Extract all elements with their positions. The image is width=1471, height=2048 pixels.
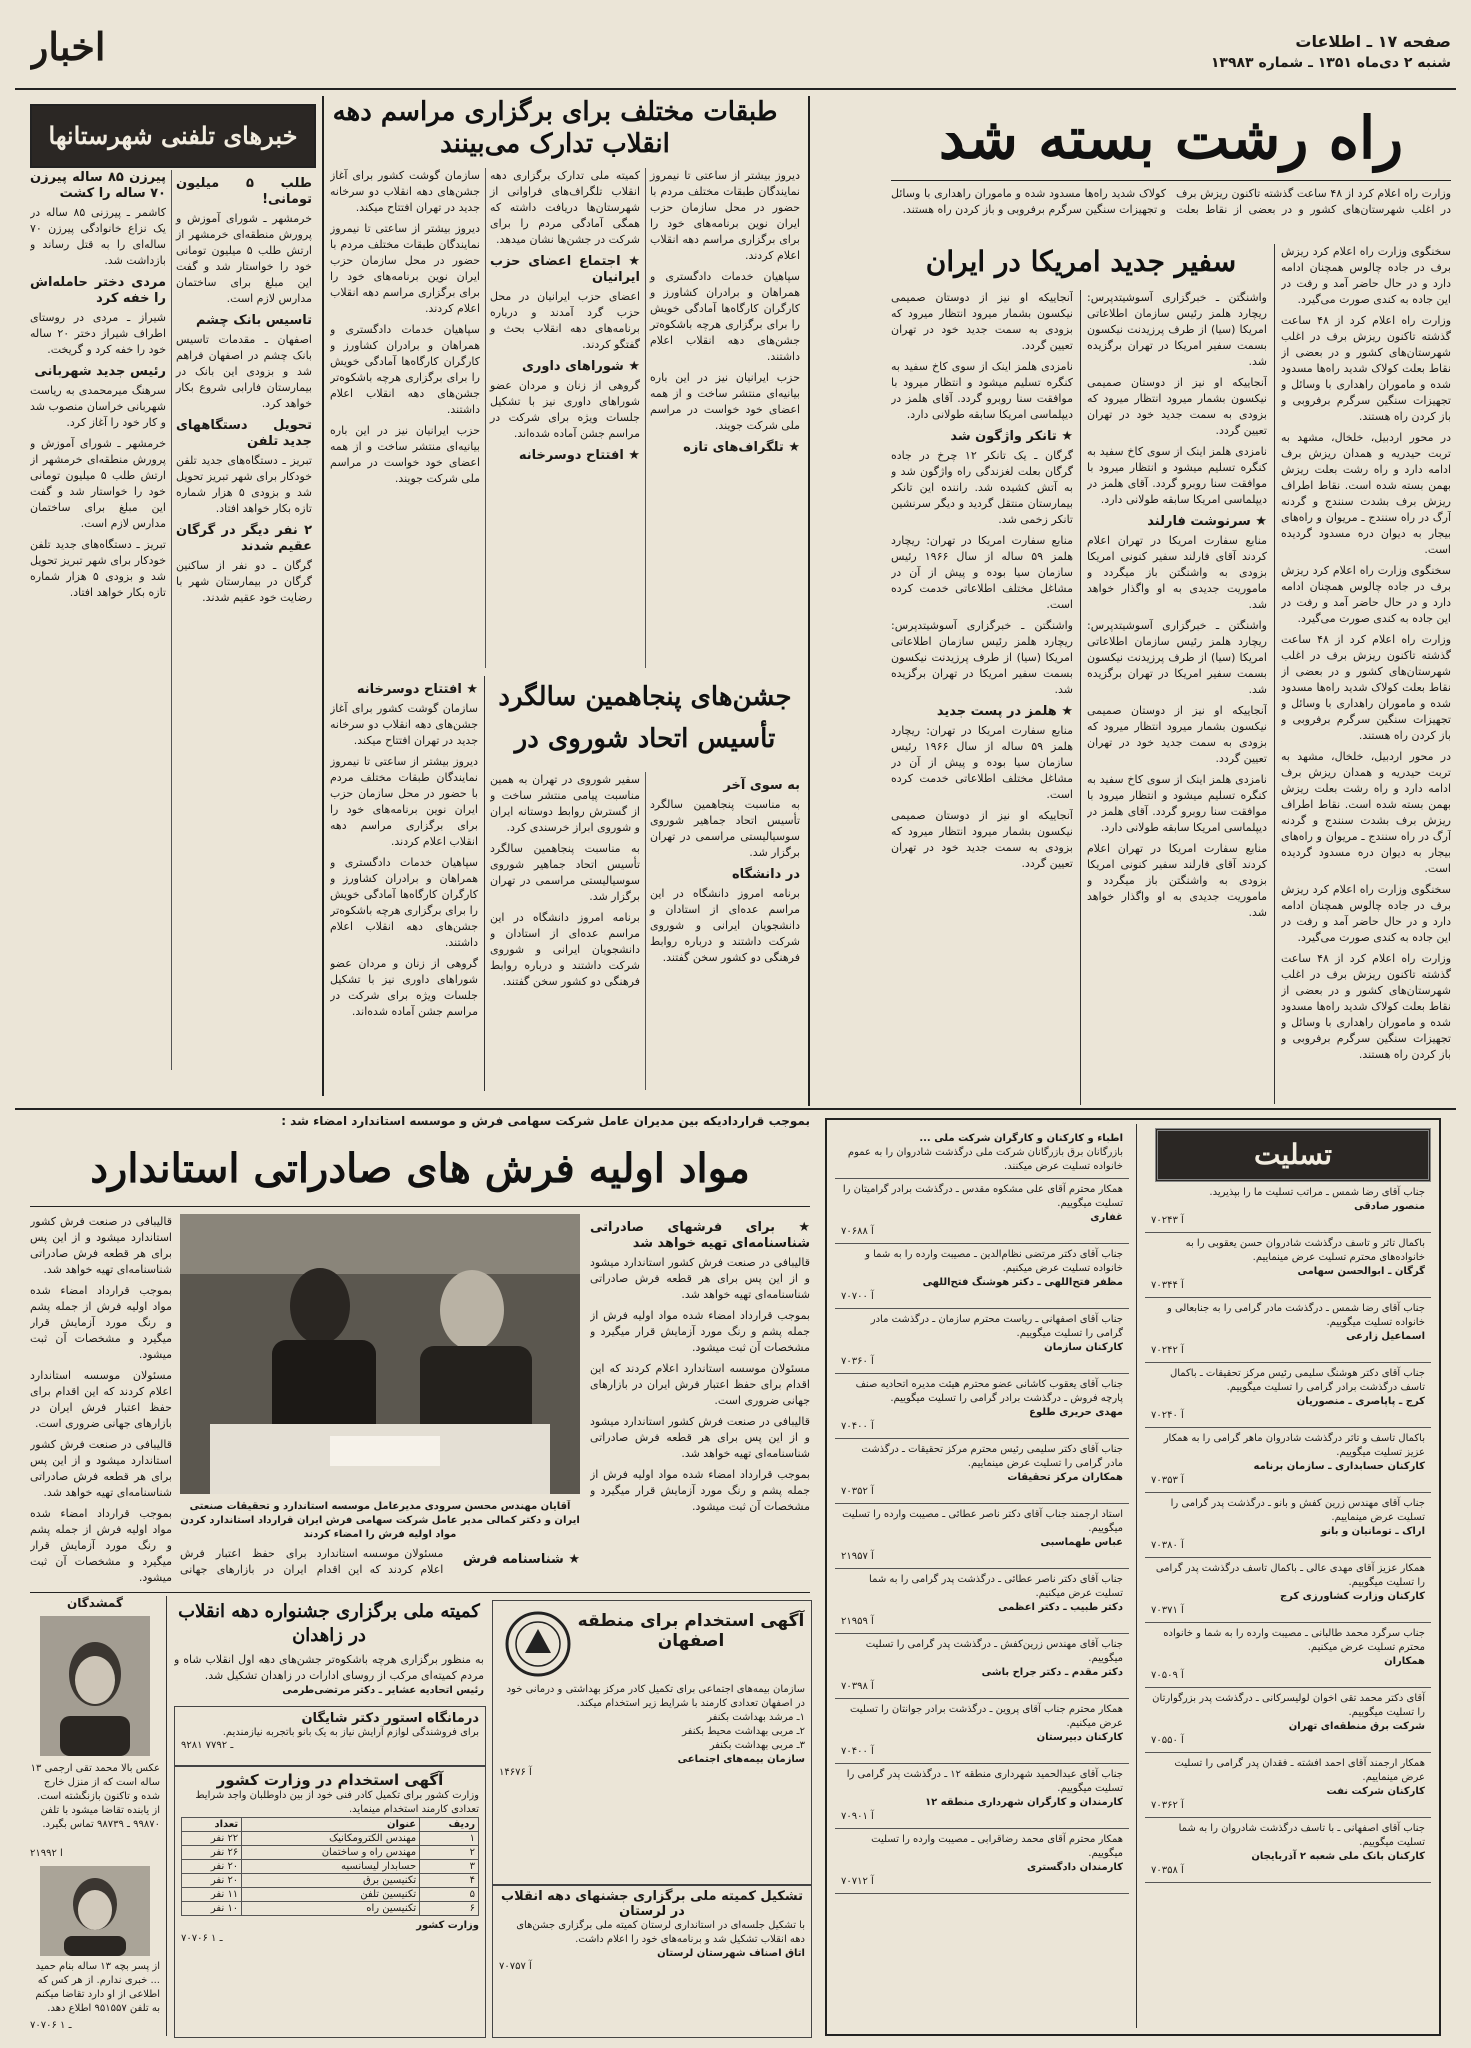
revolution-sub4: ★ افتتاح دوسرخانه xyxy=(518,448,640,463)
condolence-item: جناب آقای رضا شمس ـ درگذشت مادر گرامی را به جنابعالی و خانواده تسلیت میگوییم. اسماعیل زارعی ۷۰۲۴۲ آ xyxy=(1145,1298,1431,1363)
date-line: شنبه ۲ دی‌ماه ۱۳۵۱ ـ شماره ۱۳۹۸۳ xyxy=(1210,55,1451,71)
condolence-item: جناب آقای عبدالحمید شهرداری منطقه ۱۲ ـ درگذشت پدر گرامی را تسلیت میگوییم. کارمندان و کارگران شهرداری منطقه ۱۲ ۷۰۹۰۱ آ xyxy=(835,1764,1129,1829)
carpet-intro: بموجب قرارداد‌یکه بین مدیران عامل شرکت سهامی فرش و موسسه استاندارد امضاء شد : xyxy=(281,1114,810,1128)
phone-news-banner: خبرهای تلفنی شهرستانها xyxy=(30,104,316,168)
condolence-item: همکار ارجمند آقای احمد افشته ـ فقدان پدر گرامی را تسلیت عرض مینماییم. کارکنان شرکت نفت ۷۰۳۶۲ آ xyxy=(1145,1753,1431,1818)
carpet-sub1: ★ برای فرشهای صادراتی شناسنامه‌ای تهیه خواهد شد xyxy=(590,1220,810,1251)
condolence-item: جناب آقای دکتر سلیمی رئیس محترم مرکز تحقیقات ـ درگذشت مادر گرامی را تسلیت عرض مینماییم. همکاران مرکز تحقیقات ۷۰۳۵۲ آ xyxy=(835,1439,1129,1504)
phone-item-title: تحویل دستگاههای جدید تلفن xyxy=(176,418,312,449)
ambassador-headline: سفیر جدید امریکا در ایران xyxy=(925,245,1237,278)
condolence-item: جناب آقای اصفهانی ـ ریاست محترم سازمان ـ درگذشت مادر گرامی را تسلیت میگوییم. کارکنان سازمان ۷۰۳۶۰ آ xyxy=(835,1309,1129,1374)
masthead-info xyxy=(1051,32,1451,84)
phone-item-title: رئیس جدید شهربانی xyxy=(34,364,166,379)
carpet-sub2: ★ شناسنامه فرش xyxy=(462,1552,580,1567)
table-row: ۱ مهندس الکترومکانیک ۲۲ نفر xyxy=(182,1832,479,1846)
carpet-headline: مواد اولیه فرش های صادراتی استاندارد xyxy=(90,1145,750,1192)
ministry-ad: آگهی استخدام در وزارت کشور وزارت کشور برای تکمیل کادر فنی خود از بین داوطلبان واجد شرایط تعدادی کارمند استخدام مینماید. ردیف عنوان تعداد ۱ مهندس الکترومکانیک ۲۲ نفر ۲ مهندس راه و ساختمان ۲۶ نفر ۳ حسابدار لیسانسیه ۲۰ نفر ۴ تکنیسین برق ۲۰ نفر ۵ تکنیسین تلفن ۱۱ نفر ۶ تکنیسین راه ۱۰ نفر وزارت کشور ۷۰۷۰۶ ـ ۱ xyxy=(174,1766,486,2038)
soviet-body: به سوی آخر به مناسبت پنجاهمین سالگرد تأسیس اتحاد جماهیر شوروی سوسیالیستی مراسمی در تهران برگزار شد. در دانشگاه برنامه امروز دانشگاه در این مراسم عده‌ای از استادان و دانشجویان ایرانی و شوروی شرکت داشتند و درباره روابط فرهنگی دو کشور سخن گفتند. سفیر شوروی در تهران به همین مناسبت پیامی منتشر ساخت و از گسترش روابط دوستانه ایران و شوروی ابراز خرسندی کرد. به مناسبت پنجاهمین سالگرد تأسیس اتحاد جماهیر شوروی سوسیالیستی مراسمی در تهران برگزار شد. برنامه امروز دانشگاه در این مراسم عده‌ای از استادان و دانشجویان ایرانی و شوروی شرکت داشتند و درباره روابط فرهنگی دو کشور سخن گفتند. xyxy=(490,773,800,988)
lead-body: وزارت راه اعلام کرد از ۴۸ ساعت گذشته تاکنون ریزش برف در اغلب شهرستان‌های کشور و در بعضی از نقاط بعلت کولاک شدید راه‌ها مسدود شده و ماموران راهداری با وسائل و تجهیزات سنگین سرگرم برفروبی و باز کردن راه هستند. xyxy=(891,187,1451,216)
condolence-left-col xyxy=(835,1128,1129,2026)
condolence-item: جناب آقای اصفهانی ـ با تاسف درگذشت شادروان را به شما تسلیت میگوییم. کارکنان بانک ملی شعبه ۲ آذربایجان ۷۰۳۵۸ آ xyxy=(1145,1818,1431,1883)
portrait-illustration xyxy=(40,1616,150,1756)
condolence-item: آقای دکتر محمد تقی اخوان لولیسرکانی ـ درگذشت پدر بزرگوارتان را تسلیت میگوییم. شرکت برق منطقه‌ای تهران ۷۰۵۵۰ آ xyxy=(1145,1688,1431,1753)
phone-item-title: مردی دختر حامله‌اش را خفه کرد xyxy=(30,275,166,306)
condolence-item: جناب آقای مهندس زرین‌کفش ـ درگذشت پدر گرامی را تسلیت میگوییم. دکتر مقدم ـ دکتر جراح باشی ۷۰۳۹۸ آ xyxy=(835,1634,1129,1699)
condolence-item: استاد ارجمند جناب آقای دکتر ناصر عطائی ـ مصیبت وارده را تسلیت میگوییم. عباس طهماسبی ۲۱۹۵۷ آ xyxy=(835,1504,1129,1569)
condolence-item: جناب آقای دکتر هوشنگ سلیمی رئیس مرکز تحقیقات ـ باکمال تاسف درگذشت برادر گرامی را تسلیت میگوییم. کرج ـ پاپاصری ـ منصوریان ۷۰۲۴۰ آ xyxy=(1145,1363,1431,1428)
section-title: اخبار xyxy=(30,24,106,69)
portrait-illustration xyxy=(40,1866,150,1956)
newspaper-page: صفحه ۱۷ ـ اطلاعات شنبه ۲ دی‌ماه ۱۳۵۱ ـ شماره ۱۳۹۸۳ اخبار راه رشت بسته شد وزارت راه اعلام کرد از ۴۸ ساعت گذشته تاکنون ریزش برف در اغلب شهرستان‌های کشور و در بعضی از نقاط بعلت کولاک شدید راه‌ها مسدود شده و ماموران راهداری با وسائل و تجهیزات سنگین سرگرم برفروبی و باز کردن راه هستند. سفیر جدید امریکا در ایران سخنگوی وزارت راه اعلام کرد ریزش برف در جاده چالوس همچنان ادامه دارد و در حال حاضر آمد و رفت در این جاده به کندی صورت می‌گیرد. وزارت راه اعلام کرد از ۴۸ ساعت گذشته تاکنون ریزش برف در اغلب شهرستان‌های کشور و در بعضی از نقاط بعلت کولاک شدید راه‌ها مسدود شده و ماموران راهداری با وسائل و تجهیزات سنگین سرگرم برفروبی و باز کردن راه هستند. در محور اردبیل، خلخال، مشهد به تربت حیدریه و همدان ریزش برف ادامه دارد و راه رشت بعلت ریزش بهمن بسته شده است. نقاط اطراف ریزش برف بشدت سنندج و گردنه آرگ در راه سنندج ـ مریوان و راه‌های بیجار به دیوان دره مسدود گردیده است. سخنگوی وزارت راه اعلام کرد ریزش برف در جاده چالوس همچنان ادامه دارد و در حال حاضر آمد و رفت در این جاده به کندی صورت می‌گیرد. وزارت راه اعلام کرد از ۴۸ ساعت گذشته تاکنون ریزش برف در اغلب شهرستان‌های کشور و در بعضی از نقاط بعلت کولاک شدید راه‌ها مسدود شده و ماموران راهداری با وسائل و تجهیزات سنگین سرگرم برفروبی و باز کردن راه هستند. در محور اردبیل، خلخال، مشهد به تربت حیدریه و همدان ریزش برف ادامه دارد و راه رشت بعلت ریزش بهمن بسته شده است. نقاط اطراف ریزش برف بشدت سنندج و گردنه آرگ در راه سنندج ـ مریوان و راه‌های بیجار به دیوان دره مسدود گردیده است. سخنگوی وزارت راه اعلام کرد ریزش برف در جاده چالوس همچنان ادامه دارد و در حال حاضر آمد و رفت در این جاده به کندی صورت می‌گیرد. وزارت راه اعلام کرد از ۴۸ ساعت گذشته تاکنون ریزش برف در اغلب شهرستان‌های کشور و در بعضی از نقاط بعلت کولاک شدید راه‌ها مسدود شده و ماموران راهداری با وسائل و تجهیزات سنگین سرگرم برفروبی و باز کردن راه هستند. واشنگتن ـ خبرگزاری آسوشیتدپرس: ریچارد هلمز رئیس سازمان اطلاعاتی امریکا (سیا) از طرف پرزیدنت نیکسون بسمت سفیر امریکا در تهران برگزیده شد. آنجاییکه او نیز از دوستان صمیمی نیکسون بشمار میرود انتظار میرود که بزودی به سمت جدید خود در تهران تعیین گردد. نامزدی هلمز اینک از سوی کاخ سفید به کنگره تسلیم میشود و انتظار میرود با موافقت سنا روبرو گردد. آقای هلمز در دیپلماسی امریکا سابقه طولانی دارد. ★ سرنوشت فارلند منابع سفارت امریکا در تهران اعلام کردند آقای فارلند سفیر کنونی امریکا بزودی به واشنگتن باز میگردد و ماموریت جدیدی به او واگذار خواهد شد. واشنگتن ـ خبرگزاری آسوشیتدپرس: ریچارد هلمز رئیس سازمان اطلاعاتی امریکا (سیا) از طرف پرزیدنت نیکسون بسمت سفیر امریکا در تهران برگزیده شد. آنجاییکه او نیز از دوستان صمیمی نیکسون بشمار میرود انتظار میرود که بزودی به سمت جدید خود در تهران تعیین گردد. نامزدی هلمز اینک از سوی کاخ سفید به کنگره تسلیم میشود و انتظار میرود با موافقت سنا روبرو گردد. آقای هلمز در دیپلماسی امریکا سابقه طولانی دارد. منابع سفارت امریکا در تهران اعلام کردند آقای فارلند سفیر کنونی امریکا بزودی به واشنگتن باز میگردد و ماموریت جدیدی به او واگذار خواهد شد. آنجاییکه او نیز از دوستان صمیمی نیکسون بشمار میرود انتظار میرود که بزودی به سمت جدید خود در تهران تعیین گردد. نامزدی هلمز اینک از سوی کاخ سفید به کنگره تسلیم میشود و انتظار میرود با موافقت سنا روبرو گردد. آقای هلمز در دیپلماسی امریکا سابقه طولانی دارد. ★ تانکر واژگون شد گرگان ـ یک تانکر ۱۲ چرخ در جاده گرگان بعلت لغزندگی راه واژگون شد و به آتش کشیده شد. راننده این تانکر بیمارستان منتقل گردید و دیگر سرنشین تانکر زخمی شد. منابع سفارت امریکا در تهران: ریچارد هلمز ۵۹ ساله از سال ۱۹۶۶ رئیس سازمان سیا بوده و پیش از آن در مشاغل مختلف اطلاعاتی خدمت کرده است. واشنگتن ـ خبرگزاری آسوشیتدپرس: ریچارد هلمز رئیس سازمان اطلاعاتی امریکا (سیا) از طرف پرزیدنت نیکسون بسمت سفیر امریکا در تهران برگزیده شد. ★ هلمز در پست جدید منابع سفارت امریکا در تهران: ریچارد هلمز ۵۹ ساله از سال ۱۹۶۶ رئیس سازمان سیا بوده و پیش از آن در مشاغل مختلف اطلاعاتی خدمت کرده است. آنجاییکه او نیز از دوستان صمیمی نیکسون بشمار میرود انتظار میرود که بزودی به سمت جدید خود در تهران تعیین گردد. طبقات مختلف برای برگزاری مراسم دهه انقلاب تدارک می‌بینند دیروز بیشتر از ساعتی تا نیمروز نمایندگان طبقات مختلف مردم با حضور در محل سازمان حزب ایران نوین برنامه‌های خود را برای برگزاری مراسم دهه انقلاب اعلام کردند. سپاهیان خدمات دادگستری و همراهان و برادران کشاورز و کارگران کارگاه‌ها آمادگی خویش را برای برگزاری هرچه باشکوه‌تر جشن‌های دهه انقلاب اعلام داشتند. حزب ایرانیان نیز در این باره بیانیه‌ای منتشر ساخت و از همه اعضای خود خواست در مراسم ملی شرکت جویند. ★ تلگراف‌های تازه کمیته ملی تدارک برگزاری دهه انقلاب تلگراف‌های فراوانی از شهرستان‌ها دریافت داشته که همگی آمادگی مردم را برای شرکت در جشن‌ها نشان میدهد. ★ اجتماع اعضای حزب ایرانیان اعضای حزب ایرانیان در محل حزب گرد آمدند و درباره برنامه‌های دهه انقلاب بحث و گفتگو کردند. ★ شوراهای داوری گروهی از زنان و مردان عضو شوراهای داوری نیز با تشکیل جلسات ویژه برای شرکت در مراسم جشن آماده شده‌اند. ★ افتتاح دوسرخانه سازمان گوشت کشور برای آغاز جشن‌های دهه انقلاب دو سرخانه جدید در تهران افتتاح میکند. دیروز بیشتر از ساعتی تا نیمروز نمایندگان طبقات مختلف مردم با حضور در محل سازمان حزب ایران نوین برنامه‌های خود را برای برگزاری مراسم دهه انقلاب اعلام کردند. سپاهیان خدمات دادگستری و همراهان و برادران کشاورز و کارگران کارگاه‌ها آمادگی خویش را برای برگزاری هرچه باشکوه‌تر جشن‌های دهه انقلاب اعلام داشتند. حزب ایرانیان نیز در این باره بیانیه‌ای منتشر ساخت و از همه اعضای خود خواست در مراسم ملی شرکت جویند. جشن‌های پنجاهمین سالگرد تأسیس اتحاد شوروی در به سوی آخر به مناسبت پنجاهمین سالگرد تأسیس اتحاد جماهیر شوروی سوسیالیستی مراسمی در تهران برگزار شد. در دانشگاه برنامه امروز دانشگاه در این مراسم عده‌ای از استادان و دانشجویان ایرانی و شوروی شرکت داشتند و درباره روابط فرهنگی دو کشور سخن گفتند. سفیر شوروی در تهران به همین مناسبت پیامی منتشر ساخت و از گسترش روابط دوستانه ایران و شوروی ابراز خرسندی کرد. به مناسبت پنجاهمین سالگرد تأسیس اتحاد جماهیر شوروی سوسیالیستی مراسمی در تهران برگزار شد. برنامه امروز دانشگاه در این مراسم عده‌ای از استادان و دانشجویان ایرانی و شوروی شرکت داشتند و درباره روابط فرهنگی دو کشور سخن گفتند. ★ افتتاح دوسرخانه سازمان گوشت کشور برای آغاز جشن‌های دهه انقلاب دو سرخانه جدید در تهران افتتاح میکند. دیروز بیشتر از ساعتی تا نیمروز نمایندگان طبقات مختلف مردم با حضور در محل سازمان حزب ایران نوین برنامه‌های خود را برای برگزاری مراسم دهه انقلاب اعلام کردند. سپاهیان خدمات دادگستری و همراهان و برادران کشاورز و کارگران کارگاه‌ها آمادگی خویش را برای برگزاری هرچه باشکوه‌تر جشن‌های دهه انقلاب اعلام داشتند. گروهی از زنان و مردان عضو شوراهای داوری نیز با تشکیل جلسات ویژه برای شرکت در مراسم جشن آماده شده‌اند. خبرهای تلفنی شهرستانها طلب ۵ میلیون تومانی! خرمشهر ـ شورای آموزش و پرورش منطقه‌ای خرمشهر از ارتش طلب ۵ میلیون تومانی خود را خواستار شد و گفت این مبلغ برای ساختمان مدارس لازم است. تاسیس بانک چشم اصفهان ـ مقدمات تاسیس بانک چشم در اصفهان فراهم شد و بزودی این بانک در بیمارستان فارابی شروع بکار خواهد کرد. تحویل دستگاههای جدید تلفن تبریز ـ دستگاه‌های جدید تلفن خودکار برای شهر تبریز تحویل شد و بزودی ۵ هزار شماره تازه بکار خواهد افتاد. ۲ نفر دیگر در گرگان عقیم شدند گرگان ـ دو نفر از ساکنین گرگان در بیمارستان شهر با رضایت خود عقیم شدند. پیرزن ۸۵ ساله پیرزن ۷۰ ساله را کشت کاشمر ـ پیرزنی ۸۵ ساله در یک نزاع خانوادگی پیرزن ۷۰ ساله‌ای را به قتل رساند و بازداشت شد. مردی دختر حامله‌اش را خفه کرد شیراز ـ مردی در روستای اطراف شیراز دختر ۲۰ ساله خود را خفه کرد و گریخت. رئیس جدید شهربانی سرهنگ میرمحمدی به ریاست شهربانی خراسان منصوب شد و کار خود را آغاز کرد. خرمشهر ـ شورای آموزش و پرورش منطقه‌ای خرمشهر از ارتش طلب ۵ میلیون تومانی خود را خواستار شد و گفت این مبلغ برای ساختمان مدارس لازم است. تبریز ـ دستگاه‌های جدید تلفن خودکار برای شهر تبریز تحویل شد و بزودی ۵ هزار شماره تازه بکار خواهد افتاد. تسلیت جناب آقای رضا شمس ـ مراتب تسلیت ما را بپذیرید. منصور صادقی ۷۰۲۴۳ آ باکمال تاثر و تاسف درگذشت شادروان حسن یعقوبی را به خانواده‌های محترم تسلیت عرض مینماییم. گرگان ـ ابوالحسن سهامی ۷۰۳۴۴ آ جناب آقای رضا شمس ـ درگذشت مادر گرامی را به جنابعالی و خانواده تسلیت میگوییم. اسماعیل زارعی ۷۰۲۴۲ آ جناب آقای دکتر هوشنگ سلیمی رئیس مرکز تحقیقات ـ باکمال تاسف درگذشت برادر گرامی را تسلیت میگوییم. کرج ـ پاپاصری ـ منصوریان ۷۰۲۴۰ آ باکمال تاسف و تاثر درگذشت شادروان ماهر گرامی را به همکار عزیز تسلیت میگوییم. کارکنان حسابداری ـ سازمان برنامه ۷۰۳۵۳ آ جناب آقای مهندس زرین کفش و بانو ـ درگذشت پدر گرامی را تسلیت عرض مینماییم. اراک ـ تومانیان و بانو ۷۰۳۸۰ آ همکار عزیز آقای مهدی عالی ـ باکمال تاسف درگذشت پدر گرامی را تسلیت میگوییم. کارکنان وزارت کشاورزی کرج ۷۰۳۷۱ آ جناب سرگرد محمد طالبانی ـ مصیبت وارده را به شما و خانواده محترم تسلیت عرض میکنیم. همکاران ۷۰۵۰۹ آ آقای دکتر محمد تقی اخوان لولیسرکانی ـ درگذشت پدر بزرگوارتان را تسلیت میگوییم. شرکت برق منطقه‌ای تهران ۷۰۵۵۰ آ همکار ارجمند آقای احمد افشته ـ فقدان پدر گرامی را تسلیت عرض مینماییم. کارکنان شرکت نفت ۷۰۳۶۲ آ جناب آقای اصفهانی ـ با تاسف درگذشت شادروان را به شما تسلیت میگوییم. کارکنان بانک ملی شعبه ۲ آذربایجان ۷۰۳۵۸ آ اطباء و کارکنان و کارگران شرکت ملی ... بازرگانان برق بازرگانان شرکت ملی درگذشت شادروان را به عموم خانواده تسلیت عرض میکنند. همکار محترم آقای علی مشکوه مقدس ـ درگذشت برادر گرامیتان را تسلیت میگوییم. غفاری ۷۰۶۸۸ آ جناب آقای دکتر مرتضی نظام‌الدین ـ مصیبت وارده را به شما و خانواده تسلیت عرض میکنیم. مظفر فتح‌اللهی ـ دکتر هوشنگ فتح‌اللهی ۷۰۷۰۰ آ جناب آقای اصفهانی ـ ریاست محترم سازمان ـ درگذشت مادر گرامی را تسلیت میگوییم. کارکنان سازمان ۷۰۳۶۰ آ جناب آقای یعقوب کاشانی عضو محترم هیئت مدیره اتحادیه صنف پارچه فروش ـ درگذشت برادر گرامی را تسلیت میگوییم. مهدی حریری طلوع ۷۰۴۰۰ آ جناب آقای دکتر سلیمی رئیس محترم مرکز تحقیقات ـ درگذشت مادر گرامی را تسلیت عرض مینماییم. همکاران مرکز تحقیقات ۷۰۳۵۲ آ استاد ارجمند جناب آقای دکتر ناصر عطائی ـ مصیبت وارده را تسلیت میگوییم. عباس طهماسبی ۲۱۹۵۷ آ جناب آقای دکتر ناصر عطائی ـ درگذشت پدر گرامی را به شما تسلیت عرض میکنیم. دکتر طبیب ـ دکتر اعظمی ۲۱۹۵۹ آ جناب آقای مهندس زرین‌کفش ـ درگذشت پدر گرامی را تسلیت میگوییم. دکتر مقدم ـ دکتر جراح باشی ۷۰۳۹۸ آ همکار محترم جناب آقای پروین ـ درگذشت برادر جوانتان را تسلیت عرض میکنیم. کارکنان دبیرستان ۷۰۴۰۰ آ جناب آقای عبدالحمید شهرداری منطقه ۱۲ ـ درگذشت پدر گرامی را تسلیت میگوییم. کارمندان و کارگران شهرداری منطقه ۱۲ ۷۰۹۰۱ آ همکار محترم آقای محمد رضاقرابی ـ مصیبت وارده را تسلیت میگوییم. کارمندان دادگستری ۷۰۷۱۲ آ بموجب قرارداد‌یکه بین مدیران عامل شرکت سهامی فرش و موسسه استاندارد امضاء شد : مواد اولیه فرش های صادراتی استاندارد آقایان مهندس محسن سرودی مدیرعامل موسسه استاندارد و تحقیقات صنعتی ایران و دکتر کمالی مدیر عامل شرکت سهامی فرش ایران قرارداد استاندارد کردن مواد اولیه فرش را امضاء کردند قالیبافی در صنعت فرش کشور استاندارد میشود و از این پس برای هر قطعه فرش صادراتی شناسنامه‌ای تهیه خواهد شد. بموجب قرارداد امضاء شده مواد اولیه فرش از جمله پشم و رنگ مورد آزمایش قرار میگیرد و مشخصات آن ثبت میشود. مسئولان موسسه استاندارد اعلام کردند که این اقدام برای حفظ اعتبار فرش ایران در بازارهای جهانی ضروری است. قالیبافی در صنعت فرش کشور استاندارد میشود و از این پس برای هر قطعه فرش صادراتی شناسنامه‌ای تهیه خواهد شد. بموجب قرارداد امضاء شده مواد اولیه فرش از جمله پشم و رنگ مورد آزمایش قرار میگیرد و مشخصات آن ثبت میشود. ★ برای فرشهای صادراتی شناسنامه‌ای تهیه خواهد شد قالیبافی در صنعت فرش کشور استاندارد میشود و از این پس برای هر قطعه فرش صادراتی شناسنامه‌ای تهیه خواهد شد. بموجب قرارداد امضاء شده مواد اولیه فرش از جمله پشم و رنگ مورد آزمایش قرار میگیرد و مشخصات آن ثبت میشود. مسئولان موسسه استاندارد اعلام کردند که این اقدام برای حفظ اعتبار فرش ایران در بازارهای جهانی ضروری است. قالیبافی در صنعت فرش کشور استاندارد میشود و از این پس برای هر قطعه فرش صادراتی شناسنامه‌ای تهیه خواهد شد. بموجب قرارداد امضاء شده مواد اولیه فرش از جمله پشم و رنگ مورد آزمایش قرار میگیرد و مشخصات آن ثبت میشود. ★ شناسنامه فرش مسئولان موسسه استاندارد اعلام کردند که این اقدام برای حفظ اعتبار فرش ایران در بازارهای جهانی کمیته ملی برگزاری جشنواره دهه انقلاب در زاهدان به منظور برگزاری هرچه باشکوه‌تر جشن‌های دهه اول انقلاب شاه و مردم کمیته‌ای مرکب از روسای ادارات در زاهدان تشکیل شد. رئیس اتحادیه عشایر ـ دکتر مرتضی‌طرمی درمانگاه استور دکتر شایگان برای فروشندگی لوازم آرایش نیاز به یک بانو باتجربه نیازمندیم. ۹۲۸۱ ـ ۷۷۹۲ آگهی استخدام در وزارت کشور وزارت کشور برای تکمیل کادر فنی خود از بین داوطلبان واجد شرایط تعدادی کارمند استخدام مینماید. ردیف عنوان تعداد ۱ مهندس الکترومکانیک ۲۲ نفر ۲ مهندس راه و ساختمان ۲۶ نفر ۳ حسابدار لیسانسیه ۲۰ نفر ۴ تکنیسین برق ۲۰ نفر ۵ تکنیسین تلفن ۱۱ نفر ۶ تکنیسین راه ۱۰ نفر وزارت کشور ۷۰۷۰۶ ـ ۱ آگهی استخدام برای منطقه اصفهان سازمان بیمه‌های اجتماعی برای تکمیل کادر مرکز بهداشتی و درمانی خود در اصفهان تعدادی کارمند با شرایط زیر استخدام میکند. ۱ـ مرشد بهداشت بکنفر ۲ـ مربی بهداشت محیط بکنفر ۳ـ مربی بهداشت بکنفر سازمان بیمه‌های اجتماعی ۱۴۶۷۶ آ تشکیل کمیته ملی برگزاری جشنهای دهه انقلاب در لرستان با تشکیل جلسه‌ای در استانداری لرستان کمیته ملی برگزاری جشن‌های دهه انقلاب تشکیل شد و برنامه‌های خود را اعلام داشت. اتاق اصناف شهرستان لرستان ۷۰۷۵۷ آ گمشدگان عکس بالا محمد تقی ارجمی ۱۳ ساله است که از منزل خارج شده و تاکنون بازنگشته است. از یابنده تقاضا میشود با تلفن ۹۹۸۷۰ ـ ۹۸۷۳۹ تماس بگیرد. ۲۱۹۹۲ آ از پسر بچه ۱۳ ساله بنام حمید ... خبری ندارم. از هر کس که اطلاعی از او دارد تقاضا میکنم به تلفن ۹۵۱۵۵۷ اطلاع دهد. ۷۰۷۰۶ ـ ۱ xyxy=(0,0,1471,2048)
announcement: اطباء و کارکنان و کارگران شرکت ملی ... بازرگانان برق بازرگانان شرکت ملی درگذشت شادروان را به عموم خانواده تسلیت عرض میکنند. xyxy=(835,1128,1129,1179)
lead-body-continued: سخنگوی وزارت راه اعلام کرد ریزش برف در جاده چالوس همچنان ادامه دارد و در حال حاضر آمد و رفت در این جاده به کندی صورت می‌گیرد. وزارت راه اعلام کرد از ۴۸ ساعت گذشته تاکنون ریزش برف در اغلب شهرستان‌های کشور و در بعضی از نقاط بعلت کولاک شدید راه‌ها مسدود شده و ماموران راهداری با وسائل و تجهیزات سنگین سرگرم برفروبی و باز کردن راه هستند. در محور اردبیل، خلخال، مشهد به تربت حیدریه و همدان ریزش برف ادامه دارد و راه رشت بعلت ریزش بهمن بسته شده است. نقاط اطراف ریزش برف بشدت سنندج و گردنه آرگ در راه سنندج ـ مریوان و راه‌های بیجار به دیوان دره مسدود گردیده است. سخنگوی وزارت راه اعلام کرد ریزش برف در جاده چالوس همچنان ادامه دارد و در حال حاضر آمد و رفت در این جاده به کندی صورت می‌گیرد. وزارت راه اعلام کرد از ۴۸ ساعت گذشته تاکنون ریزش برف در اغلب شهرستان‌های کشور و در بعضی از نقاط بعلت کولاک شدید راه‌ها مسدود شده و ماموران راهداری با وسائل و تجهیزات سنگین سرگرم برفروبی و باز کردن راه هستند. در محور اردبیل، خلخال، مشهد به تربت حیدریه و همدان ریزش برف ادامه دارد و راه رشت بعلت ریزش بهمن بسته شده است. نقاط اطراف ریزش برف بشدت سنندج و گردنه آرگ در راه سنندج ـ مریوان و راه‌های بیجار به دیوان دره مسدود گردیده است. سخنگوی وزارت راه اعلام کرد ریزش برف در جاده چالوس همچنان ادامه دارد و در حال حاضر آمد و رفت در این جاده به کندی صورت می‌گیرد. وزارت راه اعلام کرد از ۴۸ ساعت گذشته تاکنون ریزش برف در اغلب شهرستان‌های کشور و در بعضی از نقاط بعلت کولاک شدید راه‌ها مسدود شده و ماموران راهداری با وسائل و تجهیزات سنگین سرگرم برفروبی و باز کردن راه هستند. xyxy=(1281,245,1451,1061)
missing-photo-2 xyxy=(40,1866,150,1956)
table-row: ۴ تکنیسین برق ۲۰ نفر xyxy=(182,1874,479,1888)
ambassador-sub1: ★ سرنوشت فارلند xyxy=(1147,514,1267,529)
condolence-item: باکمال تاثر و تاسف درگذشت شادروان حسن یعقوبی را به خانواده‌های محترم تسلیت عرض مینماییم. گرگان ـ ابوالحسن سهامی ۷۰۳۴۴ آ xyxy=(1145,1233,1431,1298)
condolence-item: همکار محترم آقای محمد رضاقرابی ـ مصیبت وارده را تسلیت میگوییم. کارمندان دادگستری ۷۰۷۱۲ آ xyxy=(835,1829,1129,1894)
table-row: ۲ مهندس راه و ساختمان ۲۶ نفر xyxy=(182,1846,479,1860)
revolution-sub2: ★ اجتماع اعضای حزب ایرانیان xyxy=(490,254,640,285)
isfahan-ad: آگهی استخدام برای منطقه اصفهان سازمان بیمه‌های اجتماعی برای تکمیل کادر مرکز بهداشتی و درمانی خود در اصفهان تعدادی کارمند با شرایط زیر استخدام میکند. ۱ـ مرشد بهداشت بکنفر ۲ـ مربی بهداشت محیط بکنفر ۳ـ مربی بهداشت بکنفر سازمان بیمه‌های اجتماعی ۱۴۶۷۶ آ xyxy=(492,1600,812,1886)
carpet-body-bottom: ★ شناسنامه فرش مسئولان موسسه استاندارد اعلام کردند که این اقدام برای حفظ اعتبار فرش ایران در بازارهای جهانی xyxy=(180,1547,580,1576)
revolution-headline: طبقات مختلف برای برگزاری مراسم دهه انقلاب تدارک می‌بینند xyxy=(332,97,778,159)
tanker-headline: ★ تانکر واژگون شد xyxy=(950,429,1073,444)
revolution-body-continued: ★ افتتاح دوسرخانه سازمان گوشت کشور برای آغاز جشن‌های دهه انقلاب دو سرخانه جدید در تهران افتتاح میکند. دیروز بیشتر از ساعتی تا نیمروز نمایندگان طبقات مختلف مردم با حضور در محل سازمان حزب ایران نوین برنامه‌های خود را برای برگزاری مراسم دهه انقلاب اعلام کردند. سپاهیان خدمات دادگستری و همراهان و برادران کشاورز و کارگران کارگاه‌ها آمادگی خویش را برای برگزاری هرچه باشکوه‌تر جشن‌های دهه انقلاب اعلام داشتند. گروهی از زنان و مردان عضو شوراهای داوری نیز با تشکیل جلسات ویژه برای شرکت در مراسم جشن آماده شده‌اند. xyxy=(330,682,478,1018)
table-row: ۳ حسابدار لیسانسیه ۲۰ نفر xyxy=(182,1860,479,1874)
insurance-emblem-icon xyxy=(503,1609,573,1679)
condolence-item: همکار محترم آقای علی مشکوه مقدس ـ درگذشت برادر گرامیتان را تسلیت میگوییم. غفاری ۷۰۶۸۸ آ xyxy=(835,1179,1129,1244)
phone-item-title: ۲ نفر دیگر در گرگان عقیم شدند xyxy=(176,523,312,554)
revolution-body: دیروز بیشتر از ساعتی تا نیمروز نمایندگان طبقات مختلف مردم با حضور در محل سازمان حزب ایران نوین برنامه‌های خود را برای برگزاری مراسم دهه انقلاب اعلام کردند. سپاهیان خدمات دادگستری و همراهان و برادران کشاورز و کارگران کارگاه‌ها آمادگی خویش را برای برگزاری هرچه باشکوه‌تر جشن‌های دهه انقلاب اعلام داشتند. حزب ایرانیان نیز در این باره بیانیه‌ای منتشر ساخت و از همه اعضای خود خواست در مراسم ملی شرکت جویند. ★ تلگراف‌های تازه کمیته ملی تدارک برگزاری دهه انقلاب تلگراف‌های فراوانی از شهرستان‌ها دریافت داشته که همگی آمادگی مردم را برای شرکت در جشن‌ها نشان میدهد. ★ اجتماع اعضای حزب ایرانیان اعضای حزب ایرانیان در محل حزب گرد آمدند و درباره برنامه‌های دهه انقلاب بحث و گفتگو کردند. ★ شوراهای داوری گروهی از زنان و مردان عضو شوراهای داوری نیز با تشکیل جلسات ویژه برای شرکت در مراسم جشن آماده شده‌اند. ★ افتتاح دوسرخانه سازمان گوشت کشور برای آغاز جشن‌های دهه انقلاب دو سرخانه جدید در تهران افتتاح میکند. دیروز بیشتر از ساعتی تا نیمروز نمایندگان طبقات مختلف مردم با حضور در محل سازمان حزب ایران نوین برنامه‌های خود را برای برگزاری مراسم دهه انقلاب اعلام کردند. سپاهیان خدمات دادگستری و همراهان و برادران کشاورز و کارگران کارگاه‌ها آمادگی خویش را برای برگزاری هرچه باشکوه‌تر جشن‌های دهه انقلاب اعلام داشتند. حزب ایرانیان نیز در این باره بیانیه‌ای منتشر ساخت و از همه اعضای خود خواست در مراسم ملی شرکت جویند. xyxy=(330,169,800,485)
missing-photo-1 xyxy=(40,1616,150,1756)
condolence-item: جناب آقای رضا شمس ـ مراتب تسلیت ما را بپذیرید. منصور صادقی ۷۰۲۴۳ آ xyxy=(1145,1182,1431,1233)
ambassador-sub2: ★ هلمز در پست جدید xyxy=(936,704,1073,719)
condolence-item: جناب سرگرد محمد طالبانی ـ مصیبت وارده را به شما و خانواده محترم تسلیت عرض میکنیم. همکاران ۷۰۵۰۹ آ xyxy=(1145,1623,1431,1688)
phone-news-body: طلب ۵ میلیون تومانی! خرمشهر ـ شورای آموزش و پرورش منطقه‌ای خرمشهر از ارتش طلب ۵ میلیون تومانی خود را خواستار شد و گفت این مبلغ برای ساختمان مدارس لازم است. تاسیس بانک چشم اصفهان ـ مقدمات تاسیس بانک چشم در اصفهان فراهم شد و بزودی این بانک در بیمارستان فارابی شروع بکار خواهد کرد. تحویل دستگاههای جدید تلفن تبریز ـ دستگاه‌های جدید تلفن خودکار برای شهر تبریز تحویل شد و بزودی ۵ هزار شماره تازه بکار خواهد افتاد. ۲ نفر دیگر در گرگان عقیم شدند گرگان ـ دو نفر از ساکنین گرگان در بیمارستان شهر با رضایت خود عقیم شدند. پیرزن ۸۵ ساله پیرزن ۷۰ ساله را کشت کاشمر ـ پیرزنی ۸۵ ساله در یک نزاع خانوادگی پیرزن ۷۰ ساله‌ای را به قتل رساند و بازداشت شد. مردی دختر حامله‌اش را خفه کرد شیراز ـ مردی در روستای اطراف شیراز دختر ۲۰ ساله خود را خفه کرد و گریخت. رئیس جدید شهربانی سرهنگ میرمحمدی به ریاست شهربانی خراسان منصوب شد و کار خود را آغاز کرد. خرمشهر ـ شورای آموزش و پرورش منطقه‌ای خرمشهر از ارتش طلب ۵ میلیون تومانی خود را خواستار شد و گفت این مبلغ برای ساختمان مدارس لازم است. تبریز ـ دستگاه‌های جدید تلفن خودکار برای شهر تبریز تحویل شد و بزودی ۵ هزار شماره تازه بکار خواهد افتاد. xyxy=(30,170,312,604)
condolence-item: باکمال تاسف و تاثر درگذشت شادروان ماهر گرامی را به همکار عزیز تسلیت میگوییم. کارکنان حسابداری ـ سازمان برنامه ۷۰۳۵۳ آ xyxy=(1145,1428,1431,1493)
masthead-rule xyxy=(15,88,1456,90)
condolence-title-box: تسلیت xyxy=(1155,1128,1431,1182)
phone-item-title: طلب ۵ میلیون تومانی! xyxy=(176,176,312,207)
revolution-sub3: ★ شوراهای داوری xyxy=(522,359,640,374)
table-row: ۵ تکنیسین تلفن ۱۱ نفر xyxy=(182,1888,479,1902)
ambassador-body-2: آنجاییکه او نیز از دوستان صمیمی نیکسون بشمار میرود انتظار میرود که بزودی به سمت جدید خود در تهران تعیین گردد. نامزدی هلمز اینک از سوی کاخ سفید به کنگره تسلیم میشود و انتظار میرود با موافقت سنا روبرو گردد. آقای هلمز در دیپلماسی امریکا سابقه طولانی دارد. ★ تانکر واژگون شد گرگان ـ یک تانکر ۱۲ چرخ در جاده گرگان بعلت لغزندگی راه واژگون شد و به آتش کشیده شد. راننده این تانکر بیمارستان منتقل گردید و دیگر سرنشین تانکر زخمی شد. منابع سفارت امریکا در تهران: ریچارد هلمز ۵۹ ساله از سال ۱۹۶۶ رئیس سازمان سیا بوده و پیش از آن در مشاغل مختلف اطلاعاتی خدمت کرده است. واشنگتن ـ خبرگزاری آسوشیتدپرس: ریچارد هلمز رئیس سازمان اطلاعاتی امریکا (سیا) از طرف پرزیدنت نیکسون بسمت سفیر امریکا در تهران برگزیده شد. ★ هلمز در پست جدید منابع سفارت امریکا در تهران: ریچارد هلمز ۵۹ ساله از سال ۱۹۶۶ رئیس سازمان سیا بوده و پیش از آن در مشاغل مختلف اطلاعاتی خدمت کرده است. آنجاییکه او نیز از دوستان صمیمی نیکسون بشمار میرود انتظار میرود که بزودی به سمت جدید خود در تهران تعیین گردد. xyxy=(891,291,1073,870)
zahedan-box: کمیته ملی برگزاری جشنواره دهه انقلاب در زاهدان به منظور برگزاری هرچه باشکوه‌تر جشن‌های دهه اول انقلاب شاه و مردم کمیته‌ای مرکب از روسای ادارات در زاهدان تشکیل شد. رئیس اتحادیه عشایر ـ دکتر مرتضی‌طرمی xyxy=(174,1601,484,1696)
phone-item-title: پیرزن ۸۵ ساله پیرزن ۷۰ ساله را کشت xyxy=(30,170,166,201)
missing-title: گمشدگان xyxy=(67,1596,123,1610)
carpet-photo-caption: آقایان مهندس محسن سرودی مدیرعامل موسسه استاندارد و تحقیقات صنعتی ایران و دکتر کمالی مدیر عامل شرکت سهامی فرش ایران قرارداد استاندارد کردن مواد اولیه فرش را امضاء کردند xyxy=(180,1501,580,1540)
condolence-right-col xyxy=(1145,1182,1431,2026)
lorestan-ad: تشکیل کمیته ملی برگزاری جشنهای دهه انقلاب در لرستان با تشکیل جلسه‌ای در استانداری لرستان کمیته ملی برگزاری جشن‌های دهه انقلاب تشکیل شد و برنامه‌های خود را اعلام داشت. اتاق اصناف شهرستان لرستان ۷۰۷۵۷ آ xyxy=(492,1884,812,2038)
condolence-item: جناب آقای یعقوب کاشانی عضو محترم هیئت مدیره اتحادیه صنف پارچه فروش ـ درگذشت برادر گرامی را تسلیت میگوییم. مهدی حریری طلوع ۷۰۴۰۰ آ xyxy=(835,1374,1129,1439)
lead-headline: راه رشت بسته شد xyxy=(938,104,1404,172)
clinic-ad: درمانگاه استور دکتر شایگان برای فروشندگی لوازم آرایش نیاز به یک بانو باتجربه نیازمندیم. ۹۲۸۱ ـ ۷۷۹۲ xyxy=(174,1706,486,1766)
page-label: صفحه ۱۷ ـ اطلاعات xyxy=(1295,32,1451,51)
photo-illustration xyxy=(180,1214,580,1494)
table-row: ۶ تکنیسین راه ۱۰ نفر xyxy=(182,1902,479,1916)
condolence-item: همکار عزیز آقای مهدی عالی ـ باکمال تاسف درگذشت پدر گرامی را تسلیت میگوییم. کارکنان وزارت کشاورزی کرج ۷۰۳۷۱ آ xyxy=(1145,1558,1431,1623)
ambassador-body-1: واشنگتن ـ خبرگزاری آسوشیتدپرس: ریچارد هلمز رئیس سازمان اطلاعاتی امریکا (سیا) از طرف پرزیدنت نیکسون بسمت سفیر امریکا در تهران برگزیده شد. آنجاییکه او نیز از دوستان صمیمی نیکسون بشمار میرود انتظار میرود که بزودی به سمت جدید خود در تهران تعیین گردد. نامزدی هلمز اینک از سوی کاخ سفید به کنگره تسلیم میشود و انتظار میرود با موافقت سنا روبرو گردد. آقای هلمز در دیپلماسی امریکا سابقه طولانی دارد. ★ سرنوشت فارلند منابع سفارت امریکا در تهران اعلام کردند آقای فارلند سفیر کنونی امریکا بزودی به واشنگتن باز میگردد و ماموریت جدیدی به او واگذار خواهد شد. واشنگتن ـ خبرگزاری آسوشیتدپرس: ریچارد هلمز رئیس سازمان اطلاعاتی امریکا (سیا) از طرف پرزیدنت نیکسون بسمت سفیر امریکا در تهران برگزیده شد. آنجاییکه او نیز از دوستان صمیمی نیکسون بشمار میرود انتظار میرود که بزودی به سمت جدید خود در تهران تعیین گردد. نامزدی هلمز اینک از سوی کاخ سفید به کنگره تسلیم میشود و انتظار میرود با موافقت سنا روبرو گردد. آقای هلمز در دیپلماسی امریکا سابقه طولانی دارد. منابع سفارت امریکا در تهران اعلام کردند آقای فارلند سفیر کنونی امریکا بزودی به واشنگتن باز میگردد و ماموریت جدیدی به او واگذار خواهد شد. xyxy=(1087,291,1267,919)
phone-item-title: تاسیس بانک چشم xyxy=(195,313,312,328)
carpet-body-left: قالیبافی در صنعت فرش کشور استاندارد میشود و از این پس برای هر قطعه فرش صادراتی شناسنامه‌ای تهیه خواهد شد. بموجب قرارداد امضاء شده مواد اولیه فرش از جمله پشم و رنگ مورد آزمایش قرار میگیرد و مشخصات آن ثبت میشود. مسئولان موسسه استاندارد اعلام کردند که این اقدام برای حفظ اعتبار فرش ایران در بازارهای جهانی ضروری است. قالیبافی در صنعت فرش کشور استاندارد میشود و از این پس برای هر قطعه فرش صادراتی شناسنامه‌ای تهیه خواهد شد. بموجب قرارداد امضاء شده مواد اولیه فرش از جمله پشم و رنگ مورد آزمایش قرار میگیرد و مشخصات آن ثبت میشود. xyxy=(30,1215,172,1584)
condolence-item: همکار محترم جناب آقای پروین ـ درگذشت برادر جوانتان را تسلیت عرض میکنیم. کارکنان دبیرستان ۷۰۴۰۰ آ xyxy=(835,1699,1129,1764)
revolution-sub1: ★ تلگراف‌های تازه xyxy=(683,440,800,455)
missing-caption-1: عکس بالا محمد تقی ارجمی ۱۳ ساله است که از منزل خارج شده و تاکنون بازنگشته است. از یابنده تقاضا میشود با تلفن ۹۹۸۷۰ ـ ۹۸۷۳۹ تماس بگیرد. xyxy=(30,1763,160,1830)
missing-caption-2: از پسر بچه ۱۳ ساله بنام حمید ... خبری ندارم. از هر کس که اطلاعی از او دارد تقاضا میکنم به تلفن ۹۵۱۵۵۷ اطلاع دهد. xyxy=(35,1961,160,2014)
condolence-panel xyxy=(825,1118,1441,2036)
condolence-item: جناب آقای دکتر مرتضی نظام‌الدین ـ مصیبت وارده را به شما و خانواده تسلیت عرض میکنیم. مظفر فتح‌اللهی ـ دکتر هوشنگ فتح‌اللهی ۷۰۷۰۰ آ xyxy=(835,1244,1129,1309)
carpet-body-right: ★ برای فرشهای صادراتی شناسنامه‌ای تهیه خواهد شد قالیبافی در صنعت فرش کشور استاندارد میشود و از این پس برای هر قطعه فرش صادراتی شناسنامه‌ای تهیه خواهد شد. بموجب قرارداد امضاء شده مواد اولیه فرش از جمله پشم و رنگ مورد آزمایش قرار میگیرد و مشخصات آن ثبت میشود. مسئولان موسسه استاندارد اعلام کردند که این اقدام برای حفظ اعتبار فرش ایران در بازارهای جهانی ضروری است. قالیبافی در صنعت فرش کشور استاندارد میشود و از این پس برای هر قطعه فرش صادراتی شناسنامه‌ای تهیه خواهد شد. بموجب قرارداد امضاء شده مواد اولیه فرش از جمله پشم و رنگ مورد آزمایش قرار میگیرد و مشخصات آن ثبت میشود. xyxy=(590,1220,810,1513)
lead-rule xyxy=(891,180,1451,181)
jobs-table: ردیف عنوان تعداد ۱ مهندس الکترومکانیک ۲۲ نفر ۲ مهندس راه و ساختمان ۲۶ نفر ۳ حسابدار لیسانسیه ۲۰ نفر ۴ تکنیسین برق ۲۰ نفر ۵ تکنیسین تلفن ۱۱ نفر ۶ تکنیسین راه ۱۰ نفر xyxy=(181,1817,479,1916)
condolence-item: جناب آقای مهندس زرین کفش و بانو ـ درگذشت پدر گرامی را تسلیت عرض مینماییم. اراک ـ تومانیان و بانو ۷۰۳۸۰ آ xyxy=(1145,1493,1431,1558)
soviet-headline: جشن‌های پنجاهمین سالگرد تأسیس اتحاد شوروی در xyxy=(498,682,792,754)
condolence-item: جناب آقای دکتر ناصر عطائی ـ درگذشت پدر گرامی را به شما تسلیت عرض میکنیم. دکتر طبیب ـ دکتر اعظمی ۲۱۹۵۹ آ xyxy=(835,1569,1129,1634)
carpet-signing-photo xyxy=(180,1214,580,1494)
